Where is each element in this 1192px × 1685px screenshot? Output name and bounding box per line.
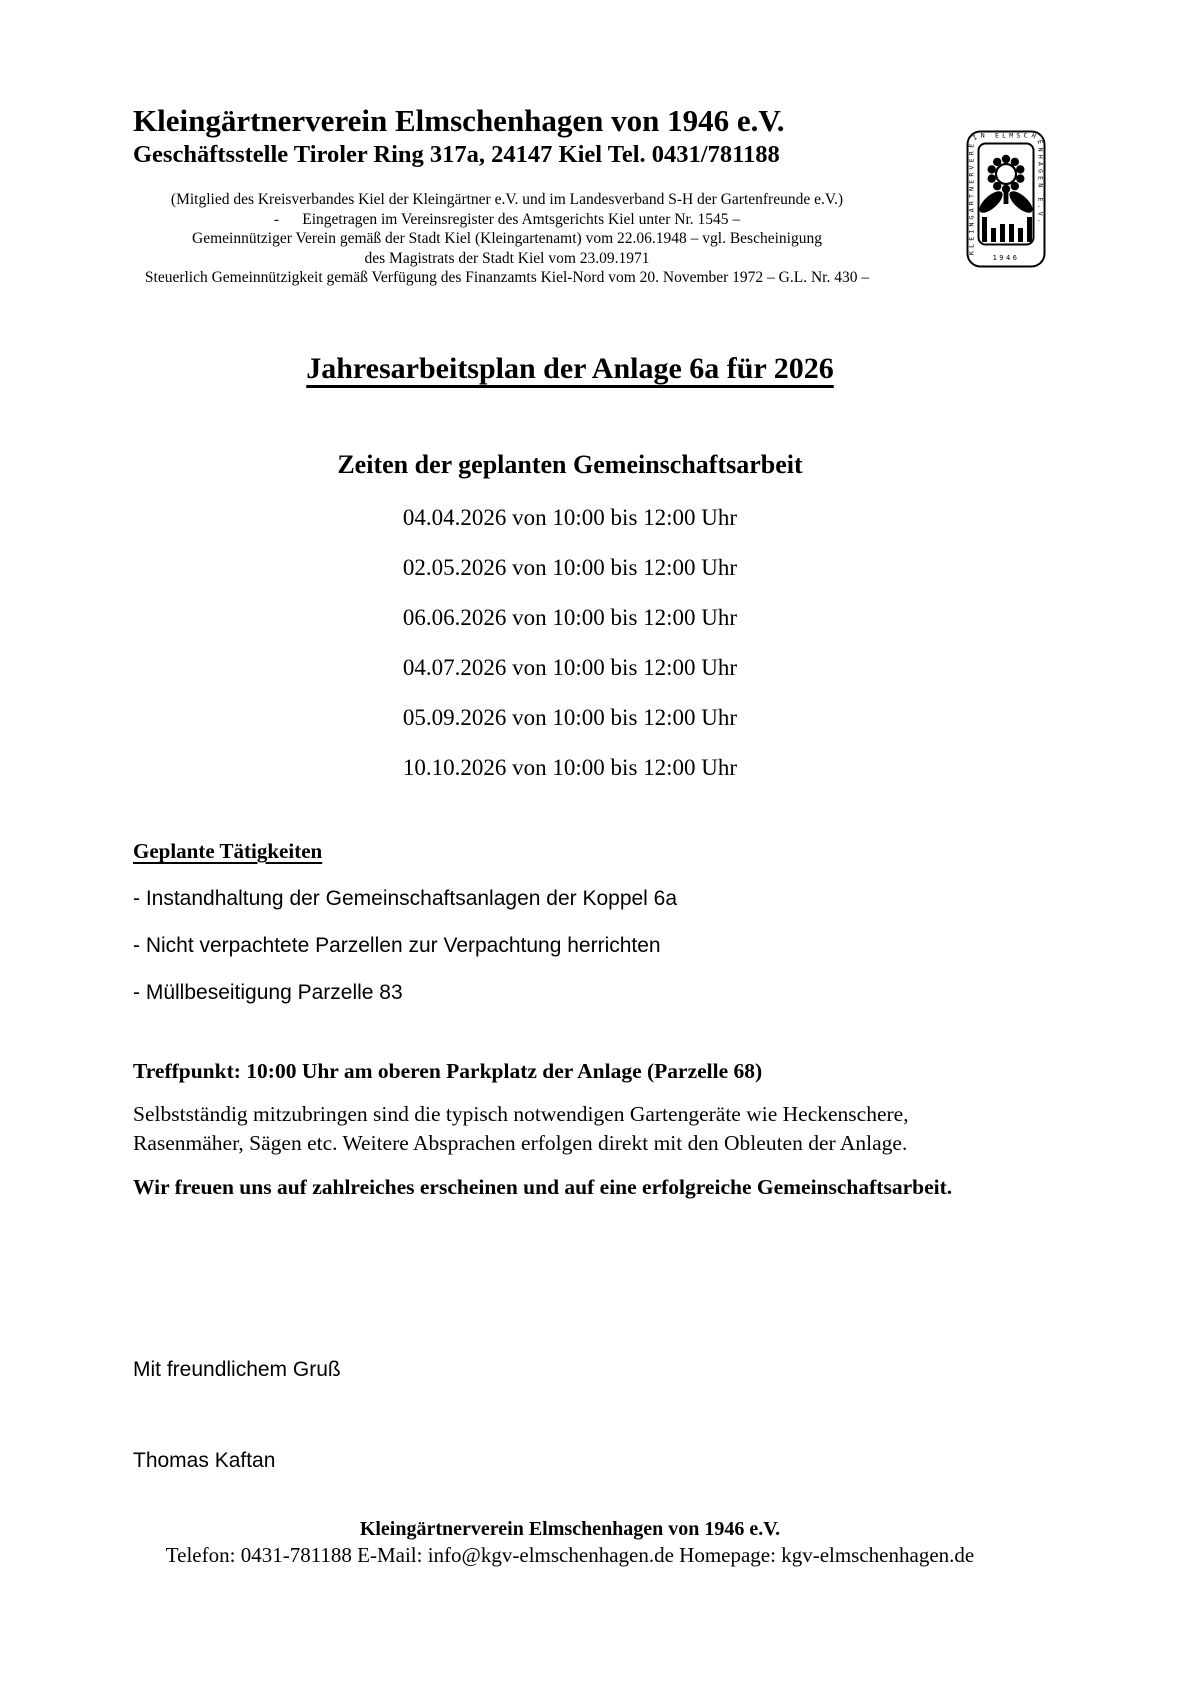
letterhead: [133, 102, 785, 170]
tasks-list: [133, 875, 677, 1016]
footer: [100, 1516, 1040, 1569]
meeting-point-line: Treffpunkt: 10:00 Uhr am oberen Parkplatz der Anlage (Parzelle 68): [133, 1059, 763, 1083]
schedule-list: [100, 493, 1040, 793]
fine-print-line: Gemeinnütziger Verein gemäß der Stadt Kiel (Kleingartenamt) vom 22.06.1948 – vgl. Bescheinigung: [192, 230, 822, 247]
office-address-line: Geschäftsstelle Tiroler Ring 317a, 24147 Kiel Tel. 0431/781188: [133, 141, 780, 168]
schedule-item: 04.04.2026 von 10:00 bis 12:00 Uhr: [402, 505, 738, 530]
club-logo: [966, 130, 1046, 268]
fine-print-line: (Mitglied des Kreisverbandes Kiel der Kleingärtner e.V. und im Landesverband S-H der Gartenfreunde e.V.): [170, 191, 844, 208]
task-item: - Instandhaltung der Gemeinschaftsanlagen der Koppel 6a: [133, 887, 678, 910]
task-item: - Müllbeseitigung Parzelle 83: [133, 981, 403, 1004]
signature-name: Thomas Kaftan: [133, 1449, 276, 1472]
fine-print-line: des Magistrats der Stadt Kiel vom 23.09.1971: [364, 249, 650, 267]
fine-print-line: - Eingetragen im Vereinsregister des Amtsgerichts Kiel unter Nr. 1545 –: [273, 210, 741, 228]
org-name-heading: Kleingärtnerverein Elmschenhagen von 1946 e.V.: [133, 103, 785, 138]
tasks-heading: Geplante Tätigkeiten: [133, 839, 323, 863]
schedule-heading: Zeiten der geplanten Gemeinschaftsarbeit: [337, 450, 803, 479]
logo-ring-text: KLEINGÄRTNERVEREIN ELMSCHENHAGEN E.V.: [967, 131, 1045, 255]
schedule-item: 05.09.2026 von 10:00 bis 12:00 Uhr: [402, 705, 738, 730]
task-item: - Nicht verpachtete Parzellen zur Verpachtung herrichten: [133, 934, 661, 957]
schedule-item: 06.06.2026 von 10:00 bis 12:00 Uhr: [402, 605, 738, 630]
footer-contact-line: Telefon: 0431-781188 E-Mail: info@kgv-elmschenhagen.de Homepage: kgv-elmschenhagen.de: [165, 1543, 975, 1567]
letterhead-fine-print: [133, 190, 881, 288]
closing-line: Wir freuen uns auf zahlreiches erscheinen und auf eine erfolgreiche Gemeinschaftsarbeit.: [133, 1175, 953, 1199]
club-logo-icon: [966, 130, 1046, 268]
page-title: Jahresarbeitsplan der Anlage 6a für 2026: [306, 352, 834, 385]
equipment-note: Selbstständig mitzubringen sind die typisch notwendigen Gartengeräte wie Heckenschere, Rasenmäher, Sägen etc. Weitere Absprachen erfolgen direkt mit den Obleuten der Anlage.: [133, 1102, 909, 1155]
fine-print-line: Steuerlich Gemeinnützigkeit gemäß Verfügung des Finanzamts Kiel-Nord vom 20. November 1972 – G.L. Nr. 430 –: [144, 269, 870, 286]
greeting-line: Mit freundlichem Gruß: [133, 1358, 341, 1381]
schedule-item: 02.05.2026 von 10:00 bis 12:00 Uhr: [402, 555, 738, 580]
logo-year-text: 1946: [992, 254, 1020, 262]
schedule-item: 04.07.2026 von 10:00 bis 12:00 Uhr: [402, 655, 738, 680]
schedule-item: 10.10.2026 von 10:00 bis 12:00 Uhr: [402, 755, 738, 780]
footer-org-name: Kleingärtnerverein Elmschenhagen von 1946 e.V.: [359, 1518, 781, 1540]
